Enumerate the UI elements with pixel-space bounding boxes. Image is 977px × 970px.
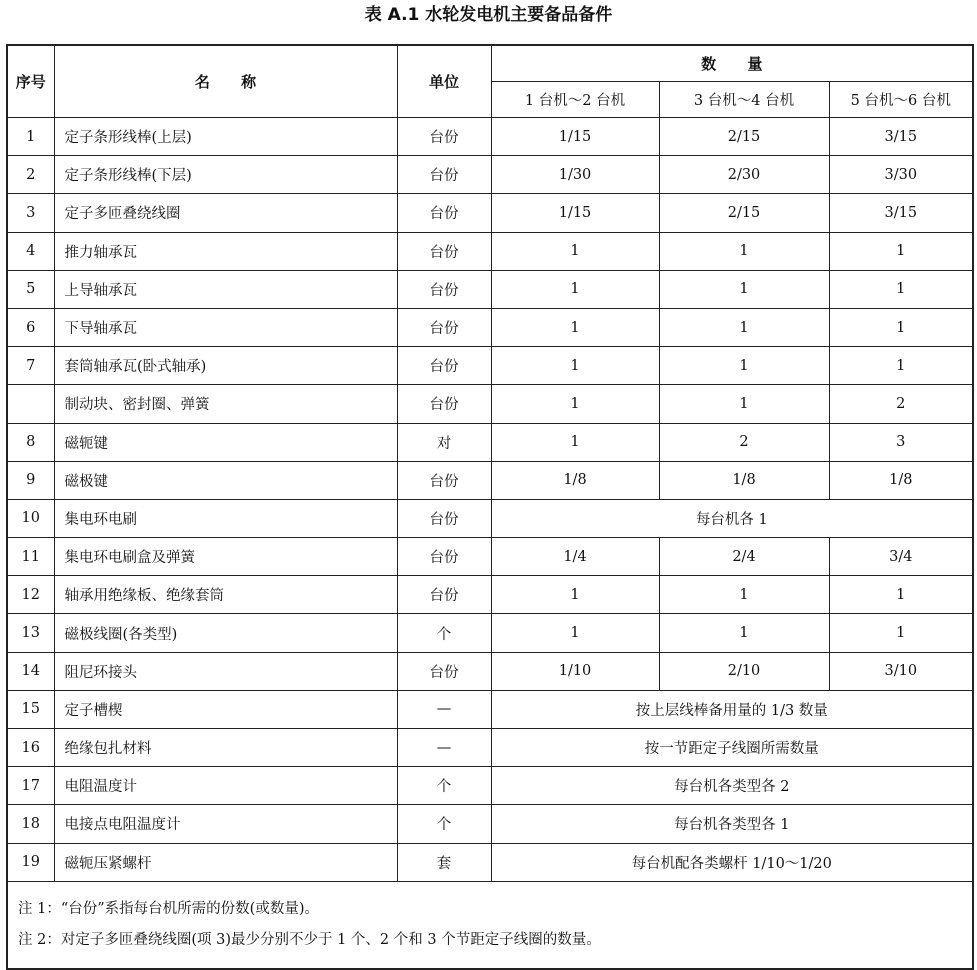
row-unit: 个 [397, 805, 491, 843]
row-qty-3-4: 2/4 [659, 538, 829, 576]
row-quantity-all: 按一节距定子线圈所需数量 [491, 729, 973, 767]
table-row [7, 843, 973, 881]
table-row [7, 690, 973, 728]
row-qty-1-2: 1/15 [491, 194, 659, 232]
row-qty-5-6: 3/30 [829, 156, 973, 194]
table-row [7, 118, 973, 156]
row-qty-5-6: 1 [829, 576, 973, 614]
table-row [7, 576, 973, 614]
row-unit: 台份 [397, 576, 491, 614]
table-row [7, 232, 973, 270]
row-qty-5-6: 3/15 [829, 118, 973, 156]
row-serial-no: 7 [7, 347, 54, 385]
row-qty-1-2: 1/10 [491, 652, 659, 690]
row-qty-3-4: 1 [659, 308, 829, 346]
table-row [7, 499, 973, 537]
row-name: 定子槽楔 [54, 690, 397, 728]
row-serial-no: 19 [7, 843, 54, 881]
row-qty-3-4: 2/10 [659, 652, 829, 690]
row-name: 磁轭压紧螺杆 [54, 843, 397, 881]
row-unit: 台份 [397, 538, 491, 576]
row-serial-no: 13 [7, 614, 54, 652]
row-qty-3-4: 2 [659, 423, 829, 461]
row-unit: 台份 [397, 194, 491, 232]
row-name: 下导轴承瓦 [54, 308, 397, 346]
row-name: 电阻温度计 [54, 767, 397, 805]
row-qty-5-6: 3 [829, 423, 973, 461]
header-qty-1-2: 1 台机～2 台机 [491, 82, 659, 118]
row-qty-5-6: 3/10 [829, 652, 973, 690]
row-serial-no: 4 [7, 232, 54, 270]
row-qty-1-2: 1 [491, 270, 659, 308]
row-quantity-all: 每台机配各类螺杆 1/10～1/20 [491, 843, 973, 881]
row-name: 阻尼环接头 [54, 652, 397, 690]
table-row [7, 308, 973, 346]
row-serial-no: 11 [7, 538, 54, 576]
row-quantity-all: 每台机各类型各 1 [491, 805, 973, 843]
row-unit: 台份 [397, 499, 491, 537]
row-name: 集电环电刷盒及弹簧 [54, 538, 397, 576]
row-name: 电接点电阻温度计 [54, 805, 397, 843]
row-qty-3-4: 2/15 [659, 194, 829, 232]
row-unit: — [397, 729, 491, 767]
row-name: 制动块、密封圈、弹簧 [54, 385, 397, 423]
row-qty-3-4: 1 [659, 614, 829, 652]
note-1: 注 1：“台份”系指每台机所需的份数(或数量)。 [18, 900, 319, 917]
row-serial-no: 1 [7, 118, 54, 156]
row-unit: 个 [397, 614, 491, 652]
table-row [7, 614, 973, 652]
row-qty-5-6: 3/4 [829, 538, 973, 576]
row-qty-1-2: 1 [491, 347, 659, 385]
spare-parts-table [6, 44, 974, 970]
row-serial-no: 9 [7, 461, 54, 499]
row-qty-3-4: 1/8 [659, 461, 829, 499]
row-unit: — [397, 690, 491, 728]
row-qty-3-4: 2/15 [659, 118, 829, 156]
header-name: 名 称 [54, 45, 397, 118]
row-name: 磁极键 [54, 461, 397, 499]
row-name: 绝缘包扎材料 [54, 729, 397, 767]
row-name: 磁轭键 [54, 423, 397, 461]
table-title: 表 A.1 水轮发电机主要备品备件 [364, 5, 613, 25]
row-serial-no: 3 [7, 194, 54, 232]
row-name: 定子条形线棒(下层) [54, 156, 397, 194]
table-row [7, 767, 973, 805]
table-row [7, 652, 973, 690]
row-serial-no: 14 [7, 652, 54, 690]
row-unit: 台份 [397, 270, 491, 308]
row-qty-5-6: 3/15 [829, 194, 973, 232]
row-serial-no: 2 [7, 156, 54, 194]
row-name: 套筒轴承瓦(卧式轴承) [54, 347, 397, 385]
row-qty-3-4: 1 [659, 347, 829, 385]
row-unit: 台份 [397, 232, 491, 270]
table-row [7, 156, 973, 194]
row-qty-1-2: 1/15 [491, 118, 659, 156]
row-qty-5-6: 1 [829, 614, 973, 652]
row-unit: 台份 [397, 347, 491, 385]
row-unit: 个 [397, 767, 491, 805]
row-serial-no: 17 [7, 767, 54, 805]
row-name: 定子多匝叠绕线圈 [54, 194, 397, 232]
row-qty-5-6: 1 [829, 308, 973, 346]
table-row [7, 423, 973, 461]
row-qty-1-2: 1 [491, 232, 659, 270]
row-qty-1-2: 1 [491, 614, 659, 652]
row-serial-no: 8 [7, 423, 54, 461]
row-name: 推力轴承瓦 [54, 232, 397, 270]
row-serial-no: 15 [7, 690, 54, 728]
row-qty-5-6: 1 [829, 347, 973, 385]
header-qty-5-6: 5 台机～6 台机 [829, 82, 973, 118]
row-qty-1-2: 1/8 [491, 461, 659, 499]
table-row [7, 385, 973, 423]
header-serial-no: 序号 [7, 45, 54, 118]
row-qty-5-6: 2 [829, 385, 973, 423]
row-name: 轴承用绝缘板、绝缘套筒 [54, 576, 397, 614]
row-qty-5-6: 1 [829, 270, 973, 308]
row-serial-no: 12 [7, 576, 54, 614]
table-row [7, 729, 973, 767]
row-qty-3-4: 1 [659, 576, 829, 614]
row-qty-1-2: 1 [491, 423, 659, 461]
table-row [7, 270, 973, 308]
row-qty-5-6: 1/8 [829, 461, 973, 499]
row-quantity-all: 每台机各类型各 2 [491, 767, 973, 805]
row-serial-no: 6 [7, 308, 54, 346]
header-unit: 单位 [397, 45, 491, 118]
table-row [7, 805, 973, 843]
row-serial-no: 5 [7, 270, 54, 308]
row-qty-3-4: 2/30 [659, 156, 829, 194]
row-unit: 台份 [397, 156, 491, 194]
row-serial-no: 16 [7, 729, 54, 767]
note-2: 注 2：对定子多匝叠绕线圈(项 3)最少分别不少于 1 个、2 个和 3 个节距定子线圈的数量。 [18, 931, 601, 948]
row-serial-no [7, 385, 54, 423]
row-qty-1-2: 1/4 [491, 538, 659, 576]
row-unit: 套 [397, 843, 491, 881]
row-unit: 台份 [397, 652, 491, 690]
header-quantity: 数 量 [491, 45, 973, 82]
row-unit: 台份 [397, 461, 491, 499]
row-serial-no: 10 [7, 499, 54, 537]
table-row [7, 538, 973, 576]
row-qty-3-4: 1 [659, 270, 829, 308]
row-qty-3-4: 1 [659, 232, 829, 270]
table-row [7, 461, 973, 499]
row-qty-1-2: 1 [491, 385, 659, 423]
row-unit: 台份 [397, 118, 491, 156]
row-serial-no: 18 [7, 805, 54, 843]
row-unit: 台份 [397, 385, 491, 423]
row-name: 磁极线圈(各类型) [54, 614, 397, 652]
row-qty-3-4: 1 [659, 385, 829, 423]
row-qty-1-2: 1/30 [491, 156, 659, 194]
row-unit: 台份 [397, 308, 491, 346]
row-quantity-all: 每台机各 1 [491, 499, 973, 537]
row-qty-1-2: 1 [491, 308, 659, 346]
row-qty-5-6: 1 [829, 232, 973, 270]
row-name: 定子条形线棒(上层) [54, 118, 397, 156]
row-quantity-all: 按上层线棒备用量的 1/3 数量 [491, 690, 973, 728]
header-qty-3-4: 3 台机～4 台机 [659, 82, 829, 118]
table-row [7, 347, 973, 385]
row-qty-1-2: 1 [491, 576, 659, 614]
row-name: 集电环电刷 [54, 499, 397, 537]
row-unit: 对 [397, 423, 491, 461]
row-name: 上导轴承瓦 [54, 270, 397, 308]
table-notes [7, 881, 973, 969]
table-row [7, 194, 973, 232]
